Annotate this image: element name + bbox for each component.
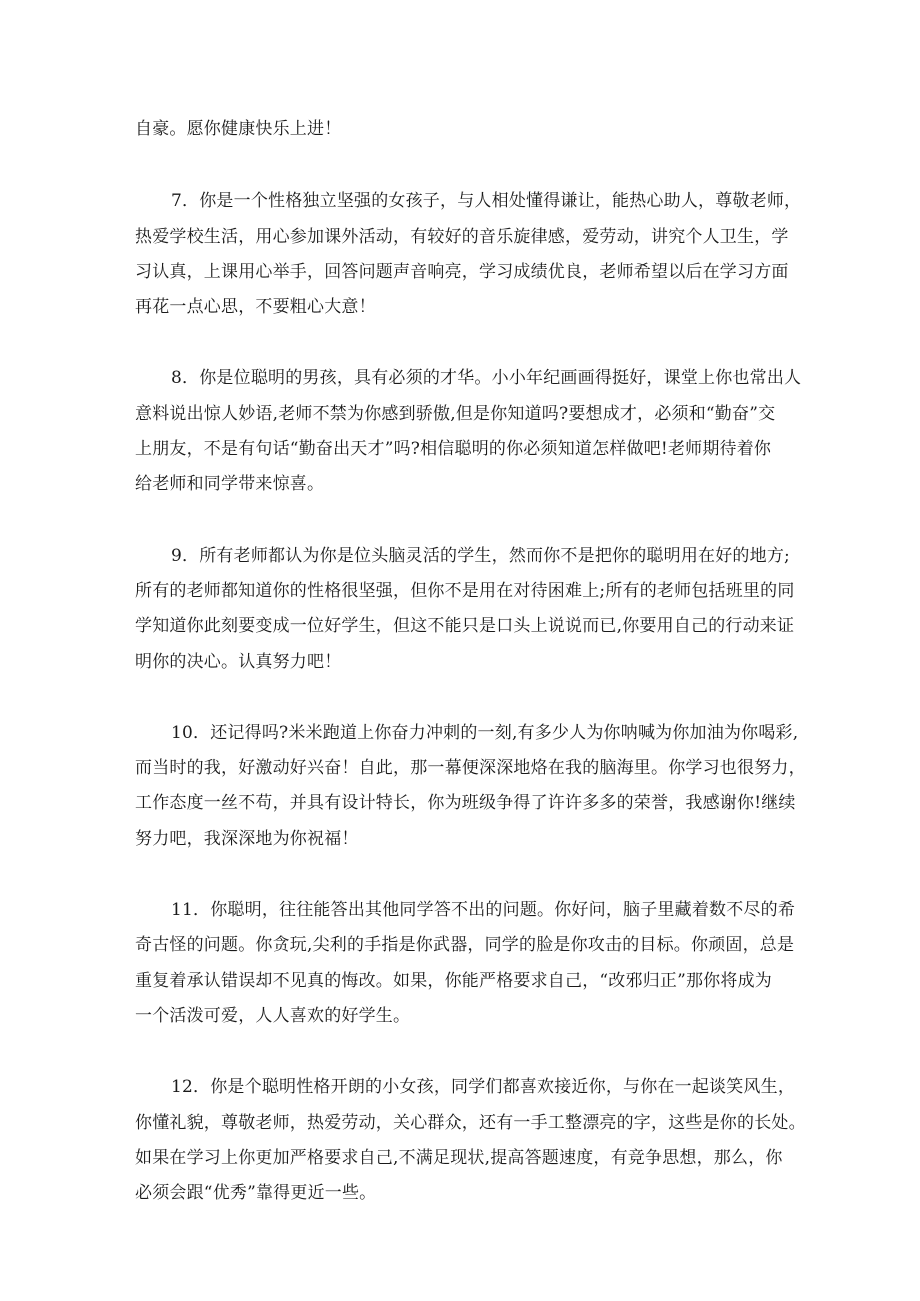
paragraph-comment-12 bbox=[135, 1070, 806, 1211]
text-line: 奇古怪的问题。你贪玩,尖利的手指是你武器，同学的脸是你攻击的目标。你顽固，总是 bbox=[135, 935, 795, 956]
paragraph-comment-7 bbox=[135, 184, 802, 325]
text-line: 11．你聪明，往往能答出其他同学答不出的问题。你好问，脑子里藏着数不尽的希 bbox=[171, 900, 796, 921]
text-line: 12．你是个聪明性格开朗的小女孩，同学们都喜欢接近你，与你在一起谈笑风生， bbox=[171, 1077, 796, 1098]
text-line: 一个活泼可爱，人人喜欢的好学生。 bbox=[135, 1005, 411, 1026]
text-line: 所有的老师都知道你的性格很坚强，但你不是用在对待困难上;所有的老师包括班里的同 bbox=[135, 580, 795, 601]
text-line: 上朋友，不是有句话“勤奋出天才”吗?相信聪明的你必须知道怎样做吧!老师期待着你 bbox=[135, 439, 772, 460]
text-line: 给老师和同学带来惊喜。 bbox=[135, 474, 325, 495]
text-line: 而当时的我，好激动好兴奋！自此，那一幕便深深地烙在我的脑海里。你学习也很努力， bbox=[135, 758, 806, 779]
text-line: 10．还记得吗?米米跑道上你奋力冲刺的一刻,有多少人为你呐喊为你加油为你喝彩, bbox=[171, 722, 799, 743]
text-line: 7．你是一个性格独立坚强的女孩子，与人相处懂得谦让，能热心助人，尊敬老师， bbox=[171, 191, 802, 212]
text-line: 自豪。愿你健康快乐上进！ bbox=[135, 119, 342, 139]
paragraph-comment-11 bbox=[135, 893, 796, 1034]
text-line: 明你的决心。认真努力吧！ bbox=[135, 651, 342, 672]
paragraph-comment-10 bbox=[135, 716, 806, 857]
text-line: 努力吧，我深深地为你祝福！ bbox=[135, 828, 359, 849]
text-line: 意料说出惊人妙语,老师不禁为你感到骄傲,但是你知道吗?要想成才，必须和“勤奋”交 bbox=[135, 403, 776, 424]
text-line: 习认真，上课用心举手，回答问题声音响亮，学习成绩优良，老师希望以后在学习方面 bbox=[135, 261, 789, 282]
paragraph-intro-tail bbox=[135, 112, 787, 147]
text-line: 工作态度一丝不苟，并具有设计特长，你为班级争得了许许多多的荣誉，我感谢你!继续 bbox=[135, 793, 796, 814]
text-line: 你懂礼貌，尊敬老师，热爱劳动，关心群众，还有一手工整漂亮的字，这些是你的长处。 bbox=[135, 1112, 806, 1133]
text-line: 重复着承认错误却不见真的悔改。如果，你能严格要求自己，“改邪归正”那你将成为 bbox=[135, 970, 772, 991]
paragraph-comment-9 bbox=[135, 539, 795, 680]
document-body bbox=[135, 112, 806, 1247]
text-line: 热爱学校生活，用心参加课外活动，有较好的音乐旋律感，爱劳动，讲究个人卫生，学 bbox=[135, 226, 789, 247]
text-line: 必须会跟“优秀”靠得更近一些。 bbox=[135, 1183, 377, 1204]
text-line: 8．你是位聪明的男孩，具有必须的才华。小小年纪画画得挺好，课堂上你也常出人 bbox=[171, 368, 802, 389]
text-line: 学知道你此刻要变成一位好学生，但这不能只是口头上说说而已,你要用自己的行动来证 bbox=[135, 616, 795, 637]
text-line: 9．所有老师都认为你是位头脑灵活的学生，然而你不是把你的聪明用在好的地方; bbox=[171, 545, 790, 566]
text-line: 如果在学习上你更加严格要求自己,不满足现状,提高答题速度，有竞争思想，那么，你 bbox=[135, 1147, 783, 1168]
text-line: 再花一点心思，不要粗心大意！ bbox=[135, 297, 376, 318]
paragraph-comment-8 bbox=[135, 361, 802, 502]
